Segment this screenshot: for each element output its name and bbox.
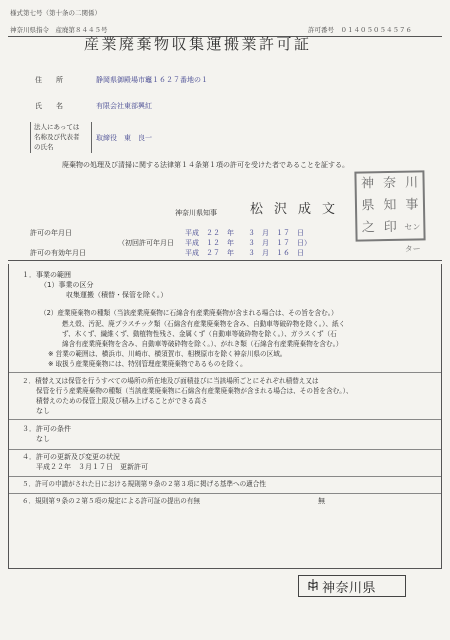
name-label: 氏 名 bbox=[35, 102, 63, 110]
certificate-title: 産業廃棄物収集運搬業許可証 bbox=[84, 35, 312, 53]
address-label: 住 所 bbox=[35, 76, 63, 84]
section-2-value: なし bbox=[36, 407, 50, 415]
prefecture-code: 神奈川県指令 産廃第８４４５号 bbox=[10, 26, 108, 34]
seal-char-9: センター bbox=[404, 222, 421, 254]
section-1-line: （2）産業廃棄物の種類（当該産業廃棄物に石綿含有産業廃棄物が含まれる場合は、その旨を含む。） bbox=[40, 309, 338, 317]
seal-char-5: 知 bbox=[383, 197, 397, 214]
section-6-value: 無 bbox=[318, 497, 325, 505]
seal-char-4: 県 bbox=[361, 198, 375, 214]
section-1-title: １．事業の範囲 bbox=[22, 271, 71, 279]
section-5-line: ５．許可の申請がされた日における規則第９条の２第３項に掲げる基準への適合性 bbox=[22, 480, 266, 488]
seal-char-1: 神 bbox=[360, 176, 375, 192]
seal-char-3: 川 bbox=[404, 175, 419, 191]
issuer-title: 神奈川県知事 bbox=[175, 209, 217, 217]
address-value: 静岡県御殿場市竈１６２７番地の１ bbox=[96, 76, 208, 84]
official-seal-stamp bbox=[354, 170, 425, 254]
section-1-line: 燃え殻、汚泥、廃プラスチック類（石綿含有産業廃棄物を含み、自動車等破砕物を除く。）、紙く bbox=[62, 320, 346, 328]
section-3-value: なし bbox=[36, 435, 50, 443]
bottom-border bbox=[8, 568, 442, 569]
section-divider bbox=[9, 449, 441, 450]
seal-char-8: 印 bbox=[383, 219, 398, 236]
left-border bbox=[8, 264, 9, 569]
section-6-line: ６．規則第９条の２第５項の規定による許可証の提出の有無 bbox=[22, 497, 201, 505]
section-1-line: 収集運搬（積替・保管を除く。） bbox=[66, 291, 168, 299]
expiry-date-value: 平成 ２７ 年 ３ 月 １６ 日 bbox=[185, 249, 304, 257]
representative-value: 取締役 東 良一 bbox=[96, 134, 152, 142]
section-1-line: （1）事業の区分 bbox=[40, 281, 94, 289]
rep-label-line-2: 名称及び代表者 bbox=[34, 133, 80, 141]
issuer-name: 松沢成文 bbox=[250, 202, 347, 217]
section-2-line: ２．積替え又は保管を行うすべての場所の所在地及び面積並びに当該場所ごとにそれぞれ積替え又は bbox=[22, 377, 319, 385]
permit-date-label: 許可の年月日 bbox=[30, 229, 72, 237]
section-3-title: ３．許可の条件 bbox=[22, 425, 71, 433]
section-4-value: 平成２２年 ３月１７日 更新許可 bbox=[36, 463, 148, 471]
name-value: 有限会社東部興紅 bbox=[96, 102, 152, 110]
rep-label-line-3: の氏名 bbox=[34, 143, 54, 151]
representative-label-box bbox=[30, 122, 92, 153]
certification-statement: 廃棄物の処理及び清掃に関する法律第１４条第１項の許可を受けた者であることを証する。 bbox=[62, 161, 349, 169]
prefecture-name: 神奈川県 bbox=[322, 581, 377, 596]
rep-label-line-1: 法人にあっては bbox=[34, 123, 80, 131]
dates-divider bbox=[8, 260, 442, 261]
seal-char-6: 事 bbox=[405, 197, 419, 213]
right-border bbox=[441, 264, 442, 569]
permit-details bbox=[0, 264, 450, 569]
section-1-line: 綿含有産業廃棄物を含み、自動車等破砕物を除く。）、がれき類（石綿含有産業廃棄物を含む。） bbox=[62, 340, 343, 348]
permit-date-value: 平成 ２２ 年 ３ 月 １７ 日 bbox=[185, 229, 304, 237]
section-2-line: 積替えのための保管上限及び積み上げることができる高さ bbox=[36, 397, 208, 405]
section-1-line: ず、木くず、繊維くず、動植物性残さ、金属くず（自動車等破砕物を除く。）、ガラスくず（石 bbox=[62, 330, 337, 338]
seal-char-7: 之 bbox=[361, 220, 376, 236]
permit-number: 許可番号 ０１４０５０５４５７６ bbox=[308, 26, 412, 34]
seal-char-2: 奈 bbox=[382, 175, 397, 192]
initial-date-label: （初回許可年月日 bbox=[118, 239, 174, 247]
section-1-note: ※ 取扱う産業廃棄物には、特別管理産業廃棄物であるものを除く。 bbox=[48, 360, 247, 368]
section-divider bbox=[9, 419, 441, 420]
section-2-line: 保管を行う産業廃棄物の種類（当該産業廃棄物に石綿含有産業廃棄物が含まれる場合は、その旨を含む。）、 bbox=[36, 387, 353, 395]
initial-date-value: 平成 １２ 年 ３ 月 １７ 日） bbox=[185, 239, 311, 247]
section-1-note: ※ 営業の範囲は、横浜市、川崎市、横須賀市、相模原市を除く神奈川県の区域。 bbox=[48, 350, 287, 358]
prefecture-emblem-icon bbox=[307, 578, 319, 592]
section-divider bbox=[9, 476, 441, 477]
expiry-date-label: 許可の有効年月日 bbox=[30, 249, 86, 257]
section-divider bbox=[9, 493, 441, 494]
section-divider bbox=[9, 372, 441, 373]
form-number: 様式第七号（第十条の二関係） bbox=[10, 9, 101, 17]
section-4-title: ４．許可の更新及び変更の状況 bbox=[22, 453, 120, 461]
